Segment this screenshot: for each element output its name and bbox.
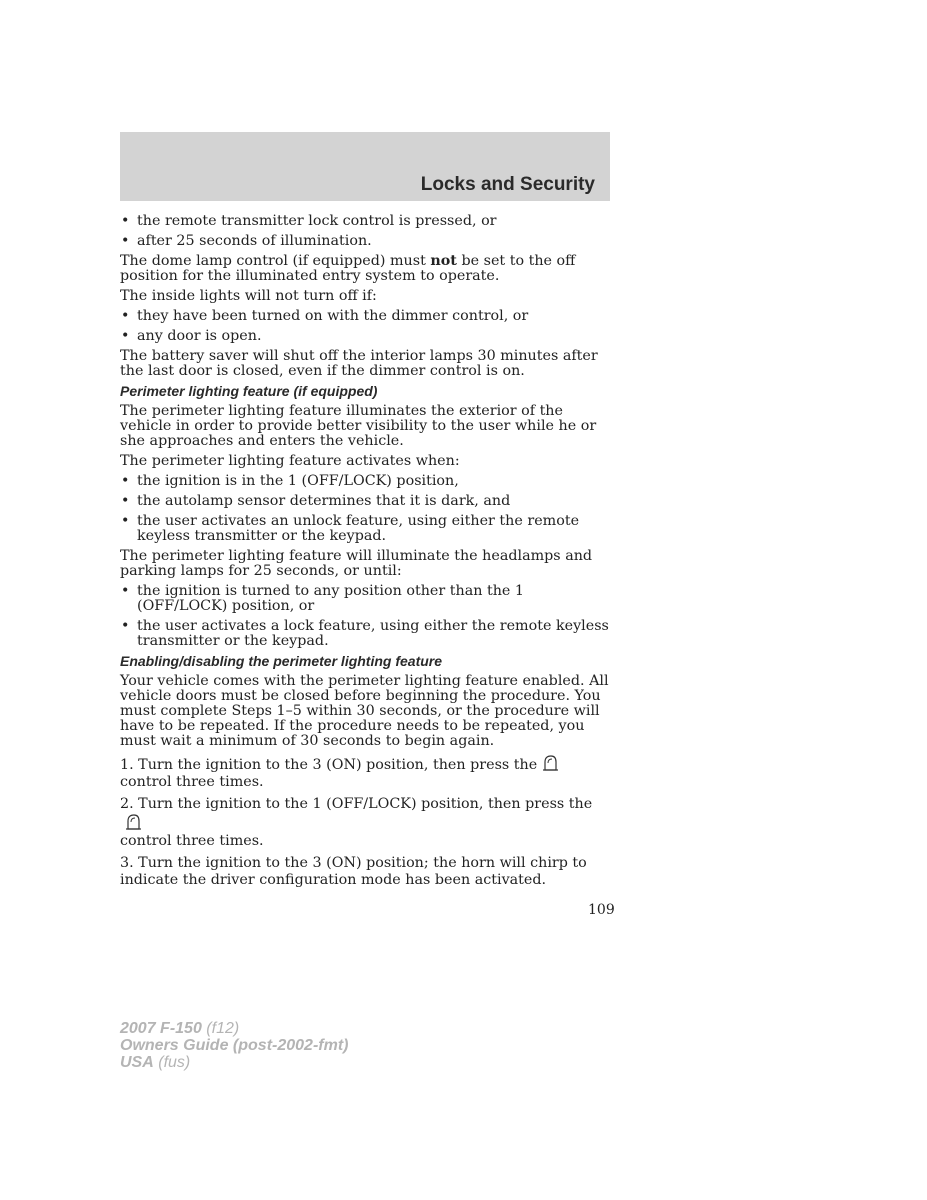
section-title: Locks and Security — [420, 174, 595, 195]
list-item: • any door is open. — [120, 329, 610, 344]
dome-text-post: be set to the off position for the illuminated entry system to operate. — [120, 253, 576, 284]
page-body — [120, 214, 610, 894]
list-item: • the autolamp sensor determines that it is dark, and — [120, 494, 610, 509]
paragraph-dome-lamp — [120, 254, 610, 284]
step-2-text: 2. Turn the ignition to the 1 (OFF/LOCK) position, then press the — [120, 796, 593, 812]
dome-lamp-icon — [540, 754, 560, 772]
subheading-perimeter-lighting: Perimeter lighting feature (if equipped) — [120, 383, 378, 399]
dome-lamp-icon — [123, 813, 143, 831]
dome-text-pre: The dome lamp control (if equipped) must — [120, 253, 431, 269]
paragraph-perimeter: The perimeter lighting feature illuminates the exterior of the vehicle in order to provide better visibility to the user while he or she approaches and enters the vehicle. — [120, 403, 597, 449]
step-3: 3. Turn the ignition to the 3 (ON) position; the horn will chirp to indicate the driver configuration mode has been activated. — [120, 855, 587, 888]
list-item: • the user activates an unlock feature, using either the remote keyless transmitter or the keypad. — [120, 514, 610, 544]
list-item: • the user activates a lock feature, using either the remote keyless transmitter or the keypad. — [120, 619, 610, 649]
paragraph-enabled: Your vehicle comes with the perimeter lighting feature enabled. All vehicle doors must be closed before beginning the procedure. You must complete Steps 1–5 within 30 seconds, or the procedure will have to be repeated. If the procedure needs to be repeated, you must wait a minimum of 30 seconds to begin again. — [120, 673, 609, 749]
footer-market-code: (fus) — [158, 1054, 191, 1071]
list-item: • after 25 seconds of illumination. — [120, 234, 610, 249]
page-number: 109 — [588, 902, 615, 918]
document-footer — [120, 1020, 348, 1071]
list-item: • they have been turned on with the dimmer control, or — [120, 309, 610, 324]
paragraph-battery-saver: The battery saver will shut off the interior lamps 30 minutes after the last door is closed, even if the dimmer control is on. — [120, 348, 598, 379]
step-1-text-end: control three times. — [120, 774, 264, 790]
footer-line-3 — [120, 1054, 348, 1071]
step-2 — [120, 796, 610, 850]
section-header-band — [120, 132, 610, 201]
step-2-text-end: control three times. — [120, 833, 264, 849]
dome-text-bold: not — [430, 253, 457, 269]
footer-market: USA — [120, 1054, 154, 1071]
step-1 — [120, 754, 610, 791]
footer-model-code: (f12) — [206, 1020, 240, 1037]
list-item: • the ignition is turned to any position other than the 1 (OFF/LOCK) position, or — [120, 584, 610, 614]
paragraph-activates: The perimeter lighting feature activates when: — [120, 453, 460, 469]
paragraph-illuminate: The perimeter lighting feature will illuminate the headlamps and parking lamps for 25 seconds, or until: — [120, 548, 593, 579]
step-1-text: 1. Turn the ignition to the 3 (ON) position, then press the — [120, 757, 538, 773]
subheading-enabling: Enabling/disabling the perimeter lighting feature — [120, 653, 443, 669]
list-item: • the remote transmitter lock control is pressed, or — [120, 214, 610, 229]
footer-line-1 — [120, 1020, 348, 1037]
footer-model: 2007 F-150 — [120, 1020, 202, 1037]
paragraph-inside-lights: The inside lights will not turn off if: — [120, 288, 377, 304]
footer-line-2: Owners Guide (post-2002-fmt) — [120, 1037, 349, 1054]
list-item: • the ignition is in the 1 (OFF/LOCK) position, — [120, 474, 610, 489]
